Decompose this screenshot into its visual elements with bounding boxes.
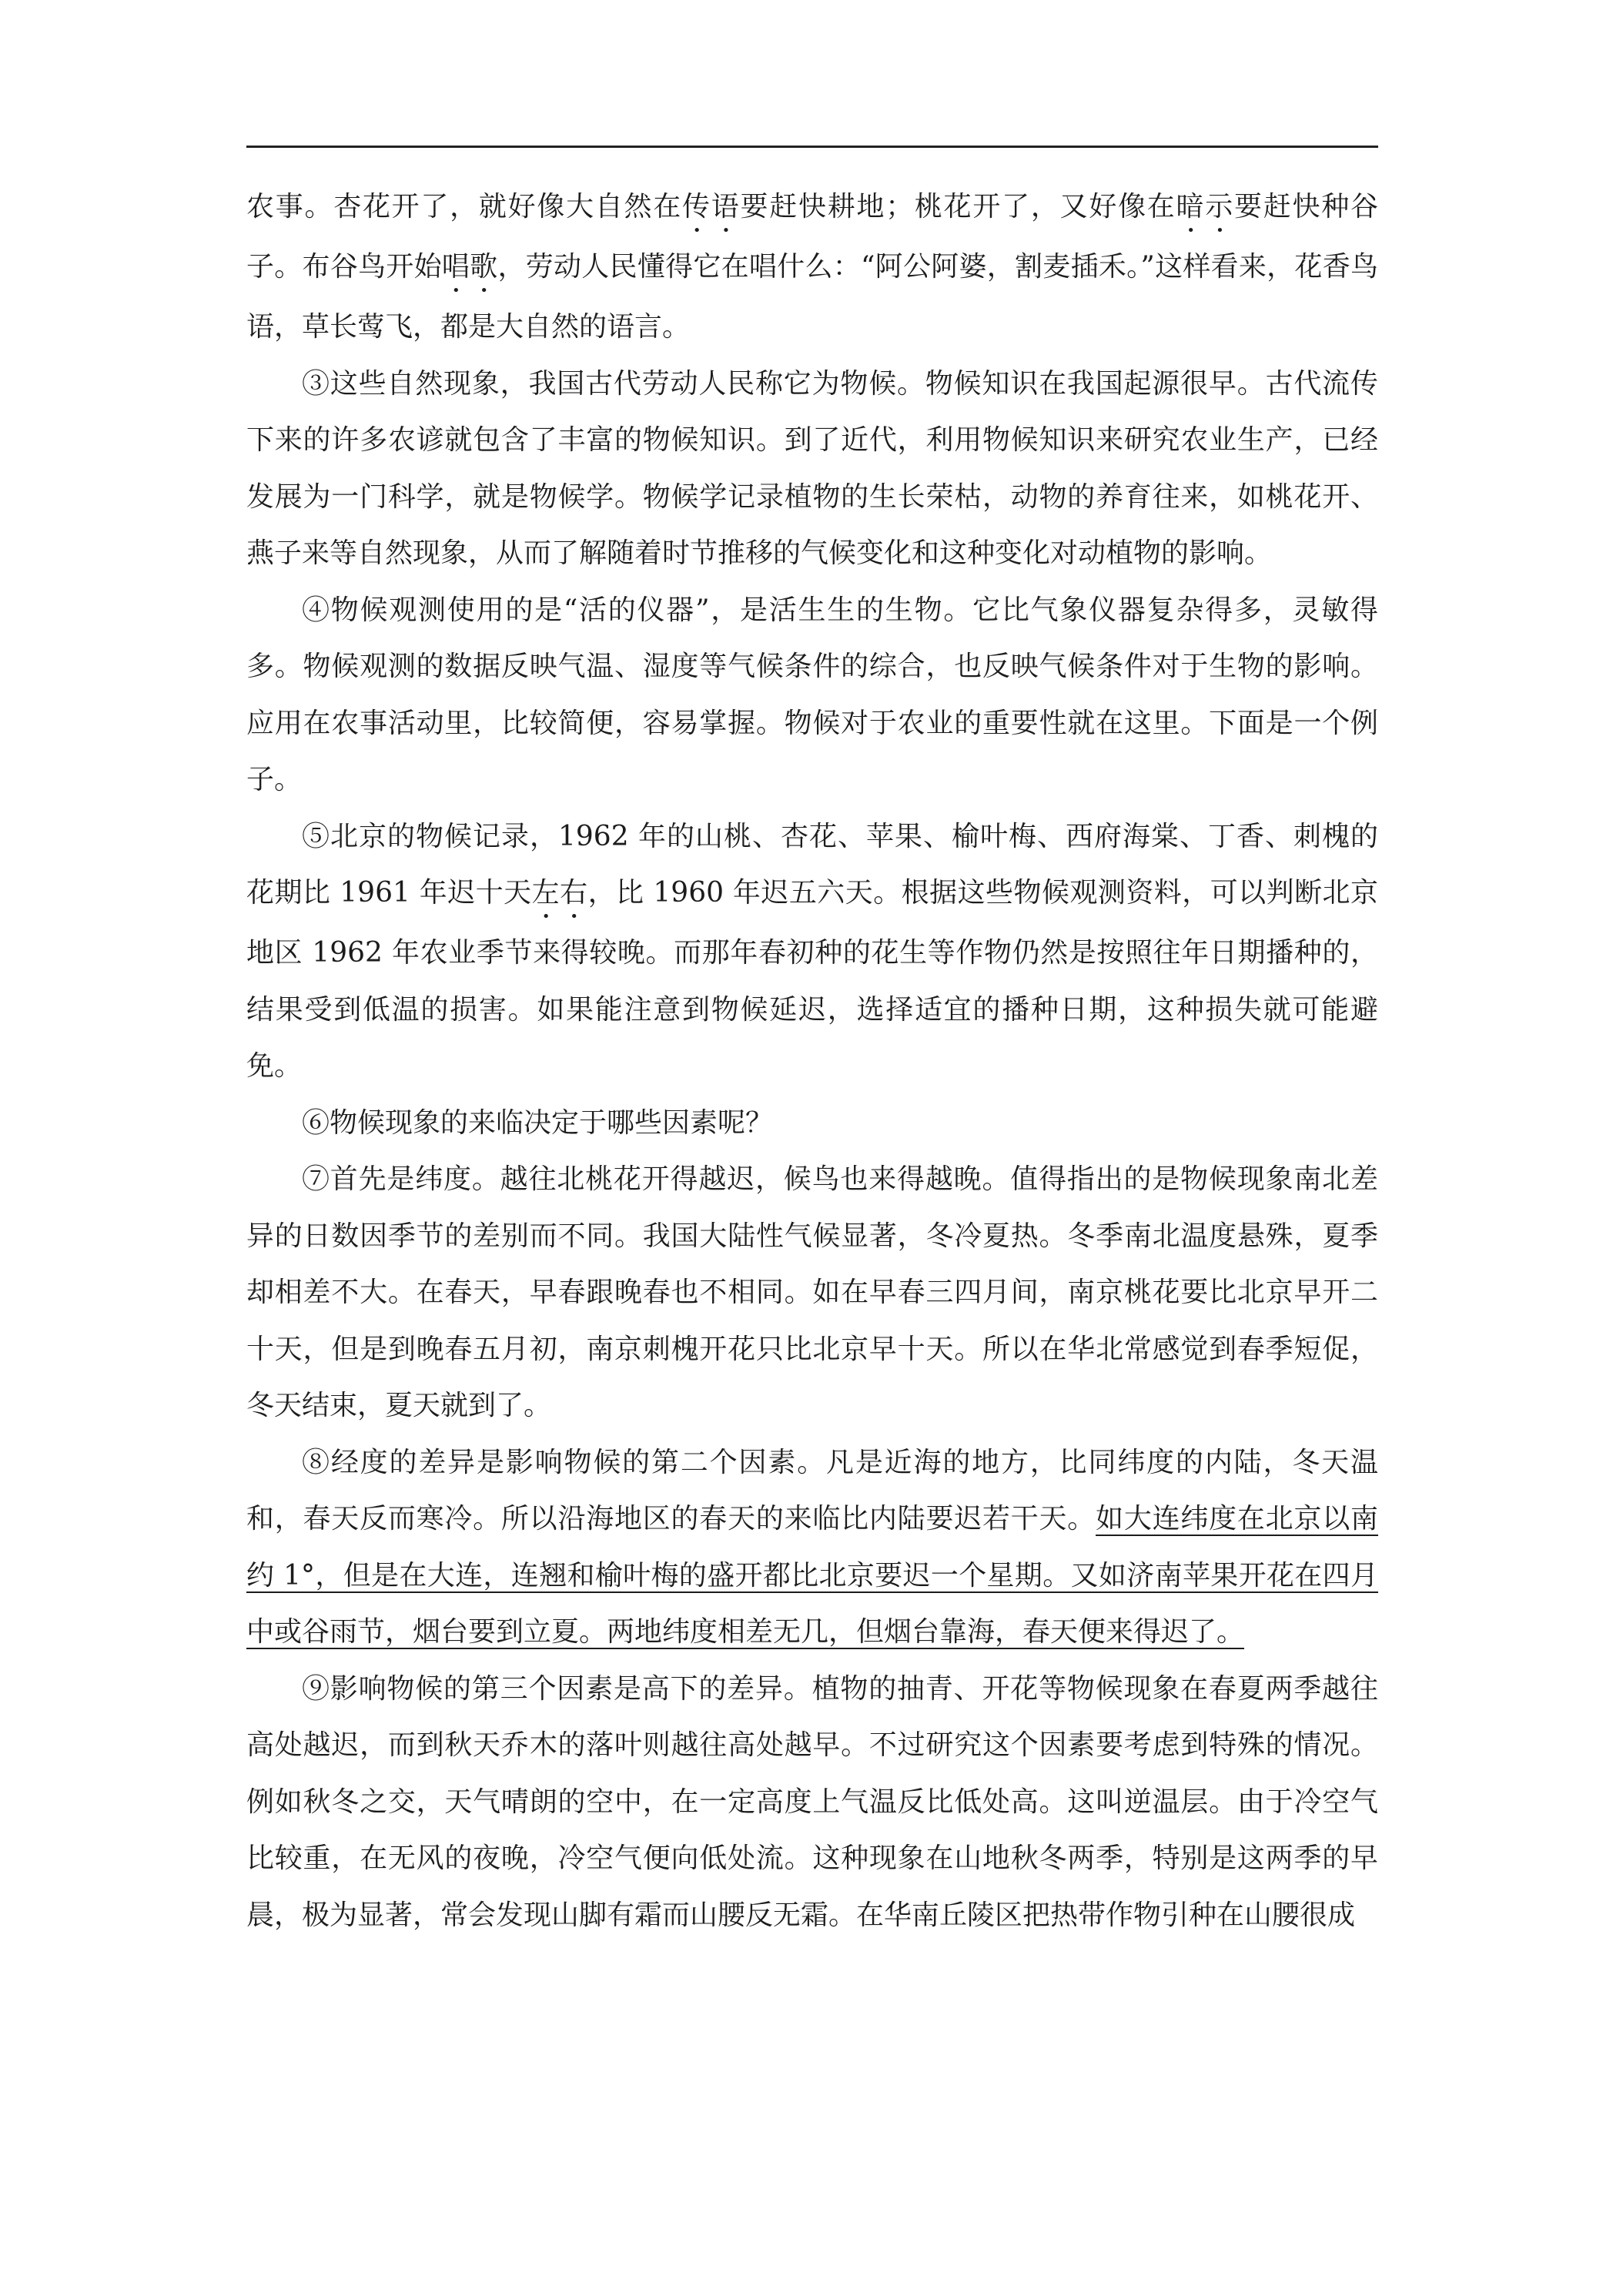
paragraph-6: ⑥物候现象的来临决定于哪些因素呢？ (302, 1106, 774, 1139)
text-run: ，劳动人民懂得它在唱什么：“阿公阿婆，割麦插禾。”这样看来，花香鸟语，草长莺飞，都是大自然的语言。 (246, 251, 1378, 343)
paragraph-continuation (246, 179, 1378, 356)
paragraph-8 (246, 1434, 1378, 1661)
paragraph-9: ⑨影响物候的第三个因素是高下的差异。植物的抽青、开花等物候现象在春夏两季越往高处越迟，而到秋天乔木的落叶则越往高处越早。不过研究这个因素要考虑到特殊的情况。例如秋冬之交，天气晴朗的空中，在一定高度上气温反比低处高。这叫逆温层。由于冷空气比较重，在无风的夜晚，冷空气便向低处流。这种现象在山地秋冬两季，特别是这两季的早晨，极为显著，常会发现山脚有霜而山腰反无霜。在华南丘陵区把热带作物引种在山腰很成 (246, 1672, 1378, 1931)
emphasized-word-zuoyou: 左右 (531, 877, 588, 909)
text-run: ，比 1960 年迟五六天。根据这些物候观测资料，可以判断北京地区 1962 年农业季节来得较晚。而那年春初种的花生等作物仍然是按照往年日期播种的，结果受到低温的损害。如果能注意到物候延迟，选择适宜的播种日期，这种损失就可能避免。 (246, 877, 1378, 1082)
text-run: ⑧经度的差异是影响物候的第二个因素。凡是近海的地方，比同纬度的内陆，冬天温和，春天反而寒冷。所以沿海地区的春天的来临比内陆要迟若干天。 (246, 1446, 1378, 1535)
paragraph-7: ⑦首先是纬度。越往北桃花开得越迟，候鸟也来得越晚。值得指出的是物候现象南北差异的日数因季节的差别而不同。我国大陆性气候显著，冬冷夏热。冬季南北温度悬殊，夏季却相差不大。在春天，早春跟晚春也不相同。如在早春三四月间，南京桃花要比北京早开二十天，但是到晚春五月初，南京刺槐开花只比北京早十天。所以在华北常感觉到春季短促，冬天结束，夏天就到了。 (246, 1163, 1378, 1421)
text-run: 要赶快种谷子。布谷鸟开始 (246, 191, 1378, 283)
emphasized-word-chuanyu: 传语 (682, 191, 741, 223)
emphasized-word-changge: 唱歌 (441, 251, 498, 283)
paragraph-5 (246, 808, 1378, 1095)
header-rule (246, 146, 1378, 148)
text-run: ⑤北京的物候记录，1962 年的山桃、杏花、苹果、榆叶梅、西府海棠、丁香、刺槐的花期比 1961 年迟十天 (246, 820, 1378, 909)
paragraph-3: ③这些自然现象，我国古代劳动人民称它为物候。物候知识在我国起源很早。古代流传下来的许多农谚就包含了丰富的物候知识。到了近代，利用物候知识来研究农业生产，已经发展为一门科学，就是物候学。物候学记录植物的生长荣枯，动物的养育往来，如桃花开、燕子来等自然现象，从而了解随着时节推移的气候变化和这种变化对动植物的影响。 (246, 367, 1378, 569)
paragraph-4: ④物候观测使用的是“活的仪器”，是活生生的生物。它比气象仪器复杂得多，灵敏得多。物候观测的数据反映气温、湿度等气候条件的综合，也反映气候条件对于生物的影响。应用在农事活动里，比较简便，容易掌握。物候对于农业的重要性就在这里。下面是一个例子。 (246, 594, 1378, 795)
text-run: 农事。杏花开了，就好像大自然在 (246, 191, 683, 223)
underlined-sentence: 如大连纬度在北京以南约 1°，但是在大连，连翘和榆叶梅的盛开都比北京要迟一个星期。又如济南苹果开花在四月中或谷雨节，烟台要到立夏。两地纬度相差无几，但烟台靠海，春天便来得迟了。 (246, 1503, 1378, 1648)
text-run: 要赶快耕地；桃花开了，又好像在 (740, 191, 1176, 223)
article-body (246, 179, 1378, 1943)
emphasized-word-anshi: 暗示 (1176, 191, 1235, 223)
